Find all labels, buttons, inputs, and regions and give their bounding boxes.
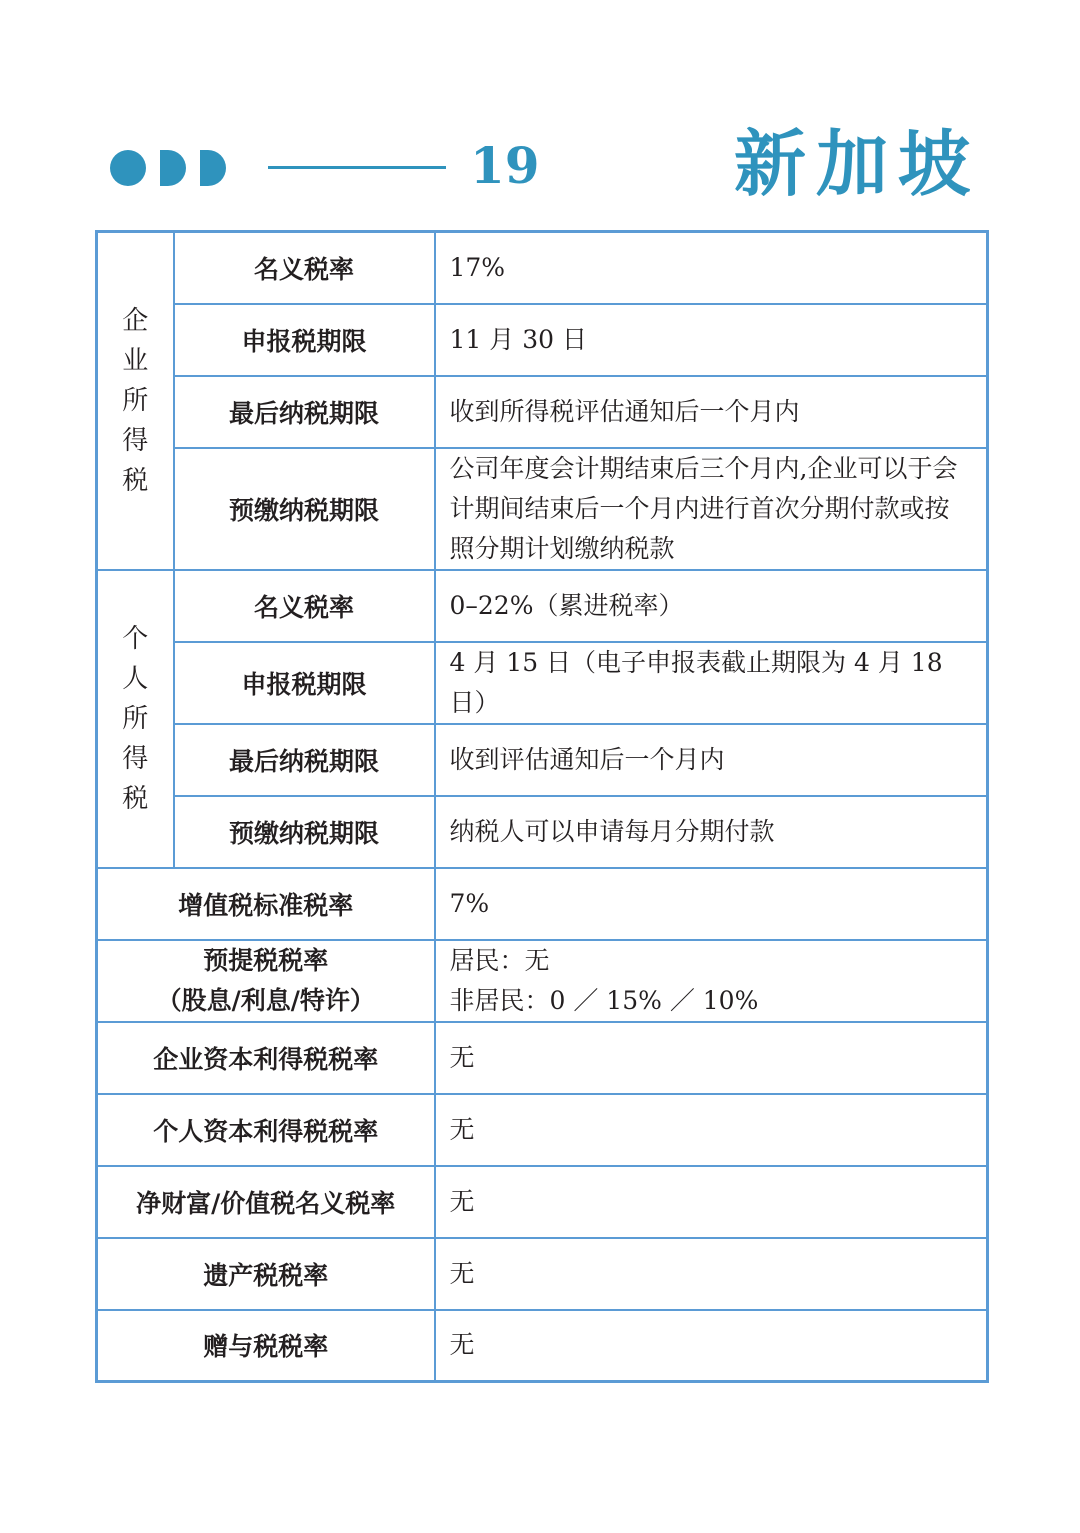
withholding-value-line1: 居民：无 xyxy=(449,945,550,975)
table-row xyxy=(97,1022,988,1094)
table-row xyxy=(97,570,988,642)
half-circle-decoration-icon xyxy=(160,150,186,186)
row-label: 遗产税税率 xyxy=(97,1238,435,1310)
row-value: 公司年度会计期结束后三个月内,企业可以于会计期间结束后一个月内进行首次分期付款或按照分期计划缴纳税款 xyxy=(435,448,988,570)
row-value: 无 xyxy=(435,1094,988,1166)
row-label: 预缴纳税期限 xyxy=(174,796,435,868)
withholding-label-line1: 预提税税率 xyxy=(203,945,329,975)
group-label-personal: 个人所得税 xyxy=(97,570,174,868)
tax-table xyxy=(95,230,989,1383)
row-value xyxy=(435,940,988,1022)
page-title: 新加坡 xyxy=(733,121,980,206)
row-label: 赠与税税率 xyxy=(97,1310,435,1382)
table-row xyxy=(97,448,988,570)
row-label: 名义税率 xyxy=(174,232,435,304)
row-value: 7% xyxy=(435,868,988,940)
row-label: 申报税期限 xyxy=(174,304,435,376)
row-label: 最后纳税期限 xyxy=(174,376,435,448)
row-value: 收到评估通知后一个月内 xyxy=(435,724,988,796)
row-value: 无 xyxy=(435,1310,988,1382)
row-label: 增值税标准税率 xyxy=(97,868,435,940)
row-label: 企业资本利得税税率 xyxy=(97,1022,435,1094)
row-label: 预缴纳税期限 xyxy=(174,448,435,570)
row-label: 最后纳税期限 xyxy=(174,724,435,796)
withholding-label-line2: （股息/利息/特许） xyxy=(156,985,375,1015)
table-row xyxy=(97,724,988,796)
row-label: 个人资本利得税税率 xyxy=(97,1094,435,1166)
row-value: 收到所得税评估通知后一个月内 xyxy=(435,376,988,448)
table-row xyxy=(97,1310,988,1382)
header-divider xyxy=(268,166,446,169)
table-row xyxy=(97,304,988,376)
row-label xyxy=(97,940,435,1022)
row-label: 申报税期限 xyxy=(174,642,435,724)
row-value: 无 xyxy=(435,1022,988,1094)
row-value: 17% xyxy=(435,232,988,304)
row-value: 无 xyxy=(435,1166,988,1238)
row-value: 0–22%（累进税率） xyxy=(435,570,988,642)
half-circle-decoration-icon xyxy=(200,150,226,186)
circle-decoration-icon xyxy=(110,150,146,186)
withholding-value-line2: 非居民：0 ／ 15% ／ 10% xyxy=(449,985,759,1015)
table-row xyxy=(97,1238,988,1310)
row-value: 纳税人可以申请每月分期付款 xyxy=(435,796,988,868)
page-number: 19 xyxy=(470,136,540,195)
table-row xyxy=(97,796,988,868)
row-value: 4 月 15 日（电子申报表截止期限为 4 月 18 日） xyxy=(435,642,988,724)
group-label-corporate: 企业所得税 xyxy=(97,232,174,570)
row-label: 名义税率 xyxy=(174,570,435,642)
table-row xyxy=(97,232,988,304)
table-row xyxy=(97,868,988,940)
row-label: 净财富/价值税名义税率 xyxy=(97,1166,435,1238)
table-row xyxy=(97,940,988,1022)
row-value: 11 月 30 日 xyxy=(435,304,988,376)
table-row xyxy=(97,1166,988,1238)
row-value: 无 xyxy=(435,1238,988,1310)
table-row xyxy=(97,376,988,448)
table-row xyxy=(97,642,988,724)
table-row xyxy=(97,1094,988,1166)
page-header xyxy=(0,0,1080,230)
